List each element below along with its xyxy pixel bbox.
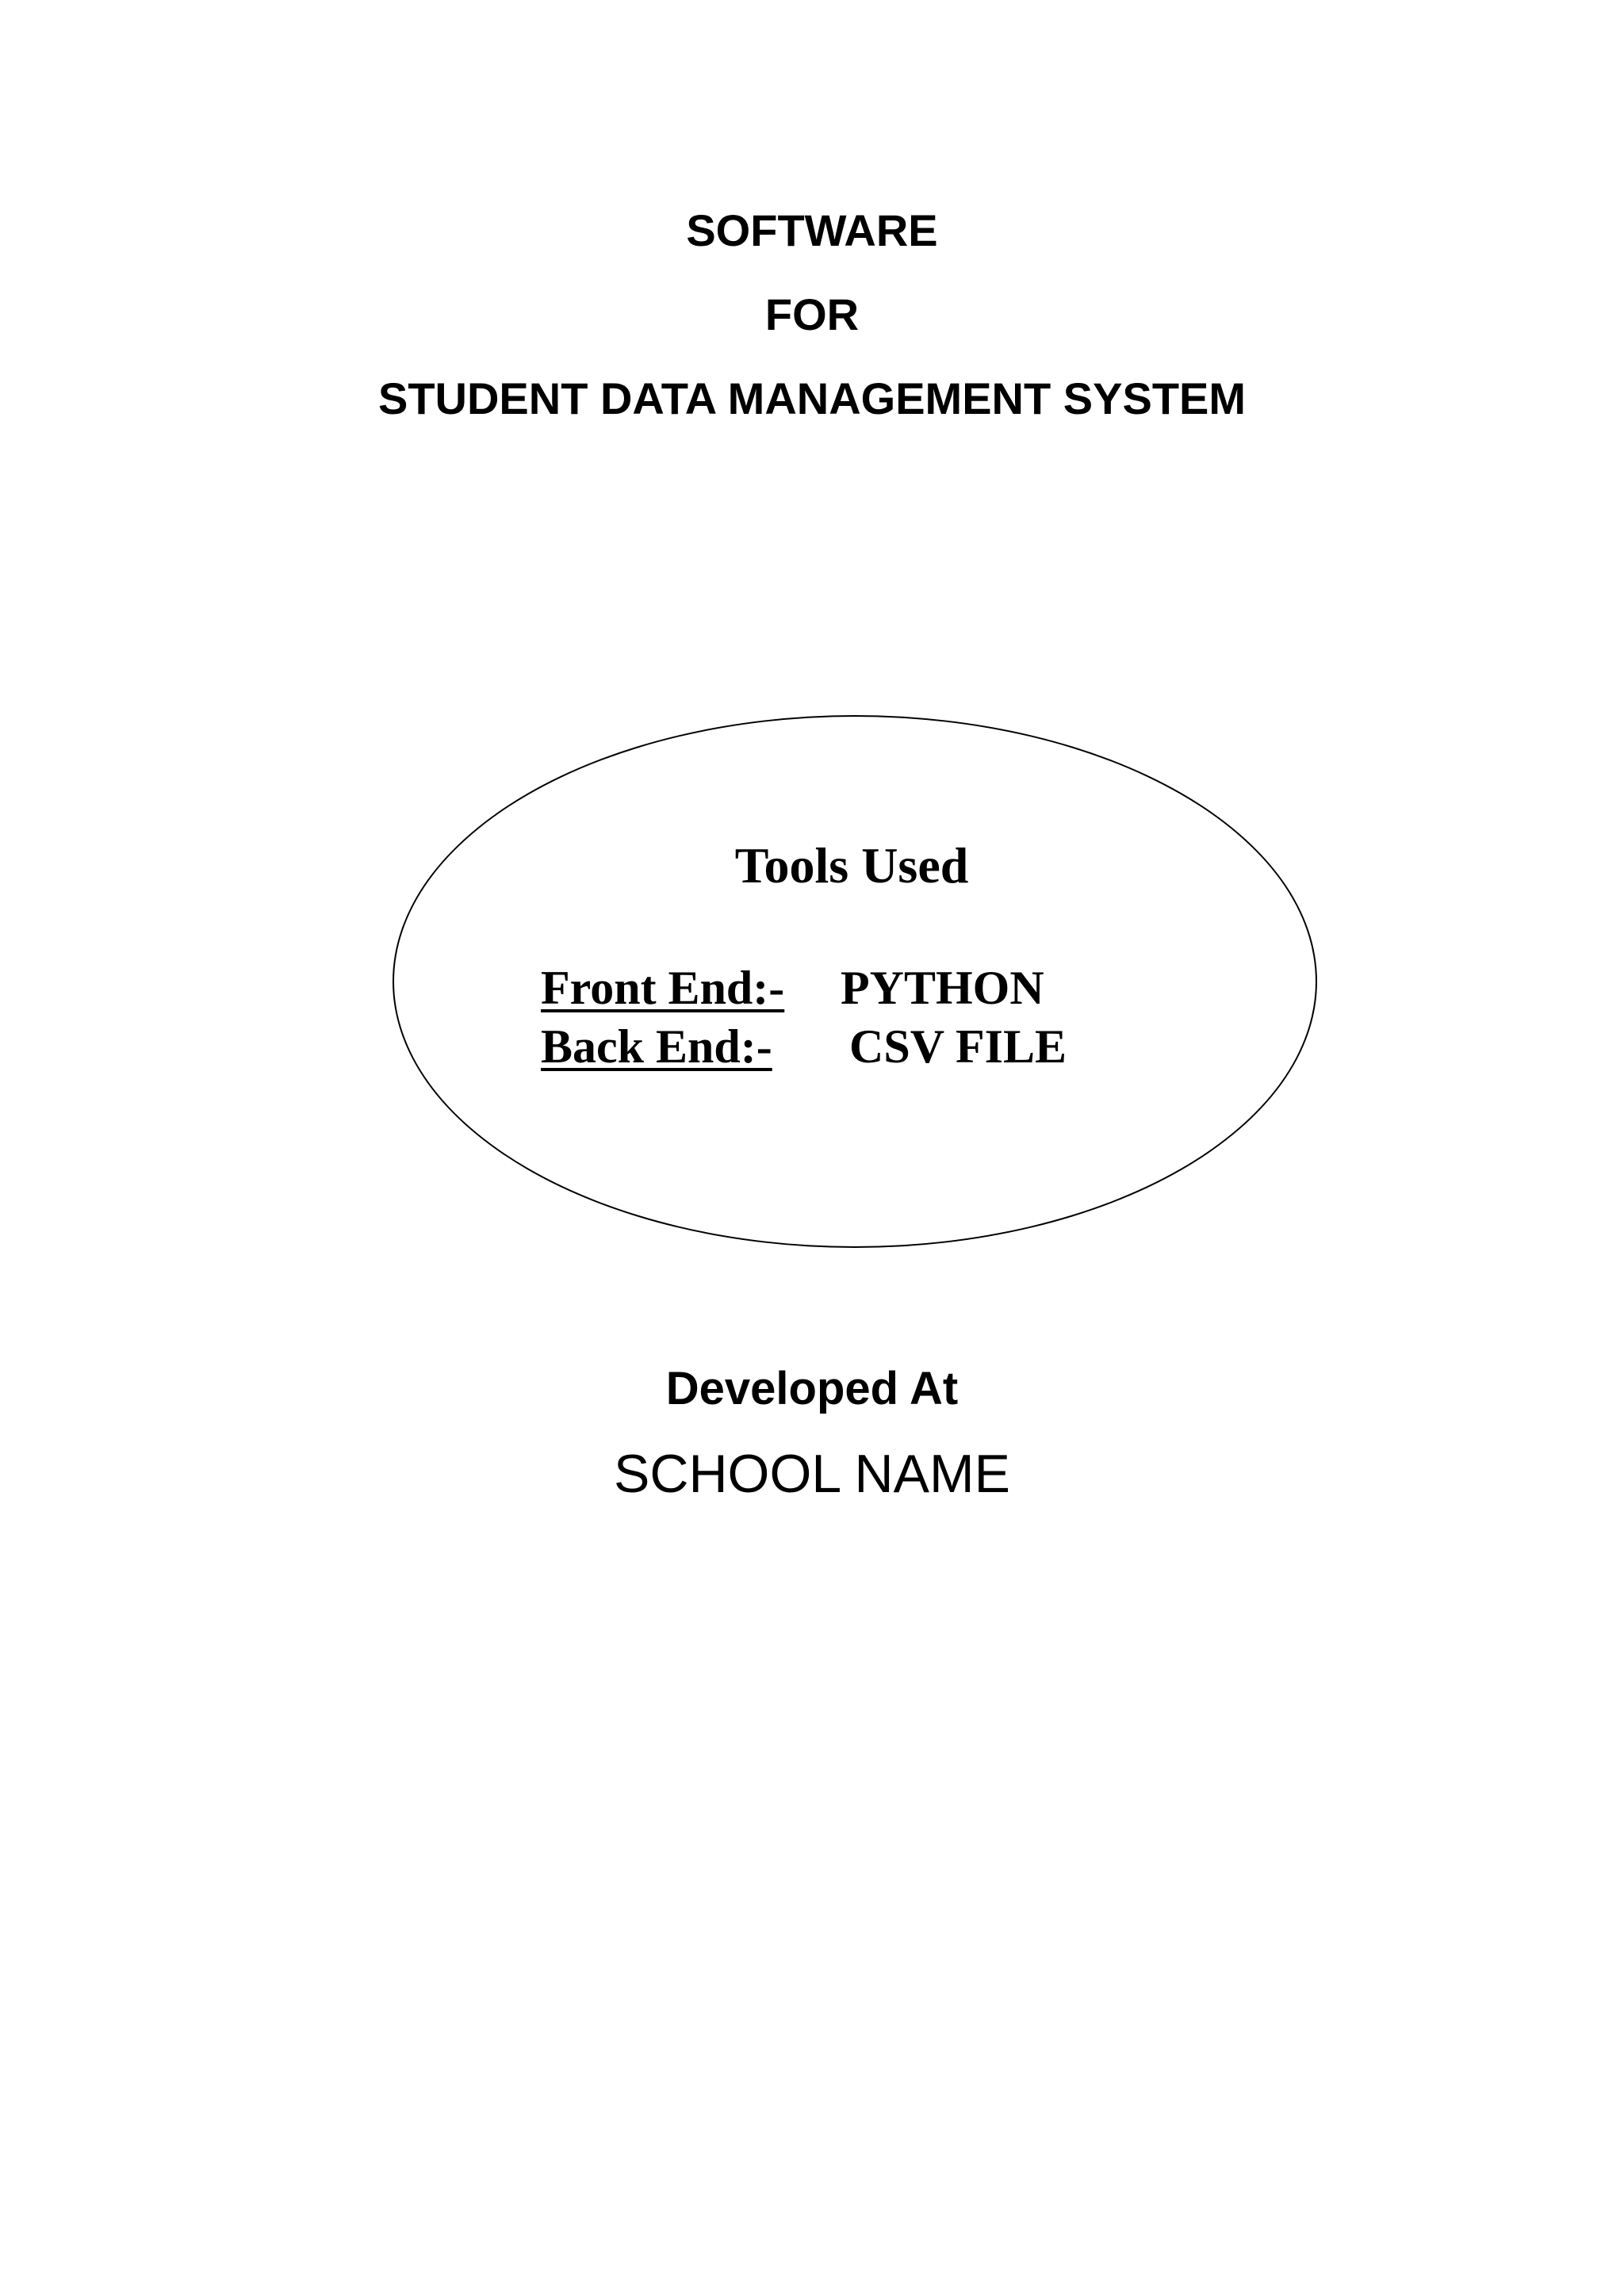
title-line-system-name: STUDENT DATA MANAGEMENT SYSTEM (377, 373, 1247, 423)
front-end-label: Front End:- (541, 962, 785, 1014)
back-end-row (541, 1020, 1067, 1074)
developed-at-label: Developed At (665, 1363, 959, 1414)
title-line-for: FOR (764, 289, 860, 339)
front-end-row (541, 961, 1044, 1016)
title-line-software: SOFTWARE (686, 205, 938, 255)
back-end-label: Back End:- (541, 1020, 772, 1073)
document-title (0, 189, 1624, 441)
back-end-value: CSV FILE (849, 1020, 1067, 1073)
tools-heading-text: Tools Used (734, 837, 969, 894)
front-end-value: PYTHON (841, 962, 1044, 1014)
tools-heading (0, 836, 1624, 895)
school-name: SCHOOL NAME (613, 1444, 1010, 1504)
